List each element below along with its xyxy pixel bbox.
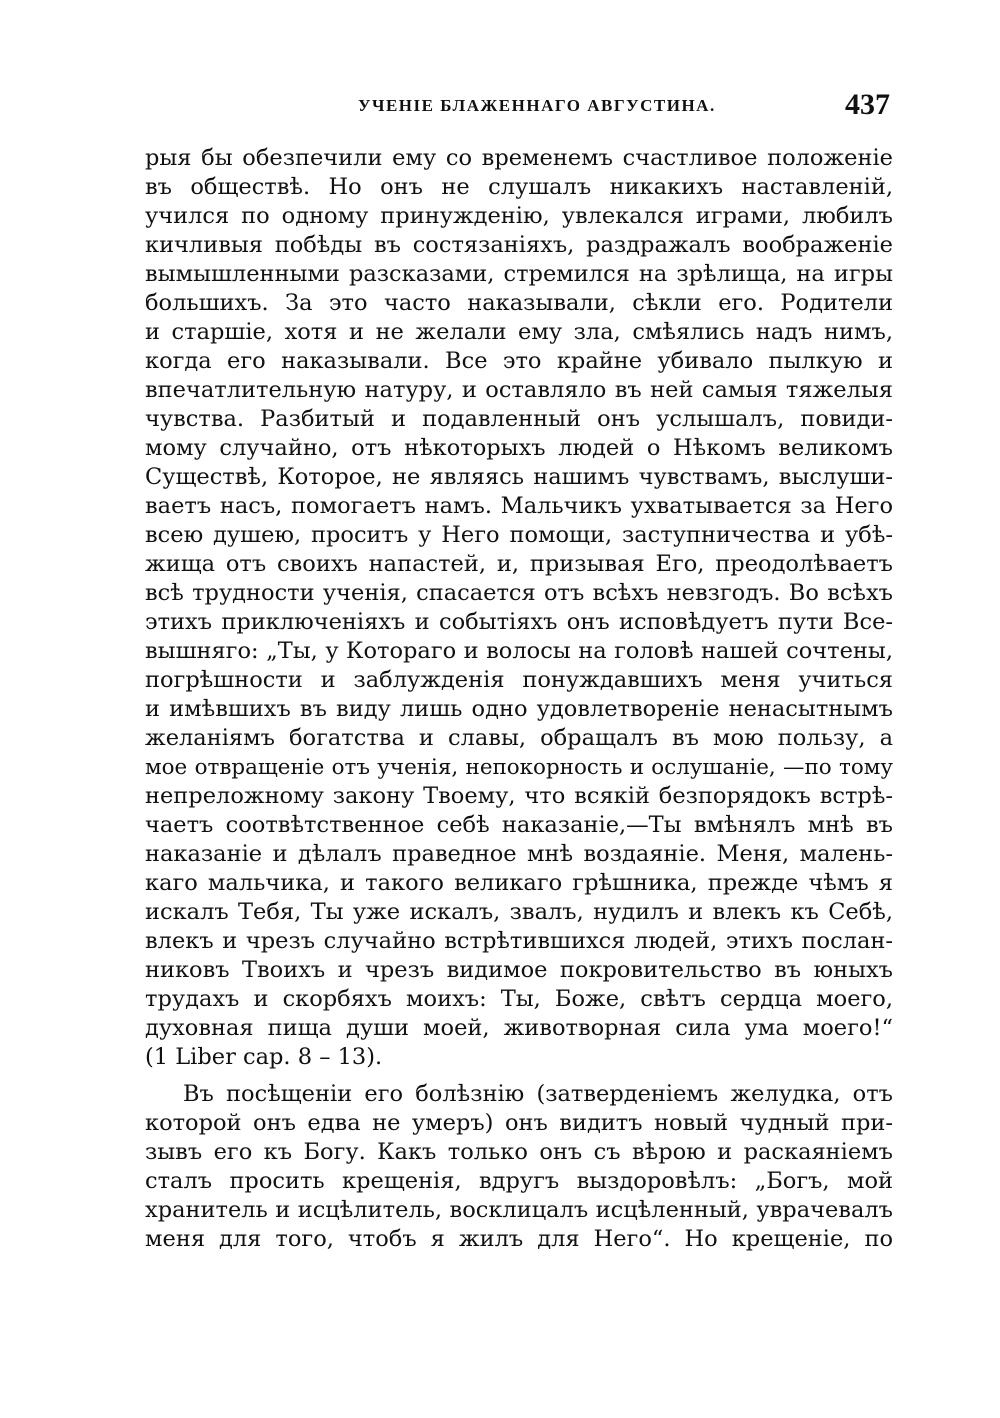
text-line: этихъ приключеніяхъ и событіяхъ онъ исповѣдуетъ пути Все-	[145, 609, 893, 635]
text-line: мое отвращеніе отъ ученія, непокорность и ослушаніе, —по тому	[145, 755, 893, 780]
text-line: трудахъ и скорбяхъ моихъ: Ты, Боже, свѣтъ сердца моего,	[145, 986, 893, 1012]
text-line: Въ посѣщеніи его болѣзнію (затверденіемъ желудка, отъ	[183, 1081, 893, 1107]
text-line: сталъ просить крещенія, вдругъ выздоровѣлъ: „Богъ, мой	[145, 1168, 893, 1194]
text-line: вымышленными разсказами, стремился на зрѣлища, на игры	[145, 261, 893, 287]
text-line: ваетъ насъ, помогаетъ намъ. Мальчикъ ухватывается за Него	[145, 493, 893, 519]
paragraph-2	[145, 1080, 893, 1254]
text-line: кичливыя побѣды въ состязаніяхъ, раздражалъ воображенiе	[145, 232, 893, 258]
text-line: непреложному закону Твоему, что всякій безпорядокъ встрѣ-	[145, 783, 893, 809]
main-text	[145, 144, 893, 1254]
page-number: 437	[845, 88, 890, 121]
text-line: жища отъ своихъ напастей, и, призывая Его, преодолѣваетъ	[145, 551, 893, 577]
text-line: въ обществѣ. Но онъ не слушалъ никакихъ наставленій,	[145, 174, 893, 200]
text-line: которой онъ едва не умеръ) онъ видитъ новый чудный при-	[145, 1110, 893, 1136]
running-head	[145, 88, 890, 126]
paragraph-1	[145, 144, 893, 1072]
text-line: погрѣшности и заблужденія понуждавшихъ меня учиться	[145, 667, 893, 693]
text-line: всѣ трудности ученія, спасается отъ всѣхъ невзгодъ. Во всѣхъ	[145, 580, 893, 606]
text-line: чувства. Разбитый и подавленный онъ услышалъ, повиди-	[145, 406, 893, 432]
text-line: духовная пища души моей, животворная сила ума моего!“	[145, 1015, 893, 1041]
running-title: УЧЕНІЕ БЛАЖЕННАГО АВГУСТИНА.	[358, 96, 716, 115]
text-line: вышняго: „Ты, у Котораго и волосы на головѣ нашей сочтены,	[145, 638, 893, 664]
text-line: и старшіе, хотя и не желали ему зла, смѣялись надъ нимъ,	[145, 319, 893, 345]
text-line: влекъ и чрезъ случайно встрѣтившихся людей, этихъ послан-	[145, 928, 893, 954]
text-line: учился по одному принужденію, увлекался играми, любилъ	[145, 203, 893, 229]
text-line: рыя бы обезпечили ему со временемъ счастливое положенiе	[145, 145, 893, 171]
text-line: желаніямъ богатства и славы, обращалъ въ мою пользу, а	[145, 725, 893, 751]
text-line: и имѣвшихъ въ виду лишь одно удовлетвореніе ненасытнымъ	[145, 696, 893, 722]
text-line: наказаніе и дѣлалъ праведное мнѣ воздаяніе. Меня, малень-	[145, 841, 893, 867]
text-line: мому случайно, отъ нѣкоторыхъ людей о Нѣкомъ великомъ	[145, 435, 893, 461]
text-line: каго мальчика, и такого великаго грѣшника, прежде чѣмъ я	[145, 870, 893, 896]
text-line: всею душею, проситъ у Него помощи, заступничества и убѣ-	[145, 522, 893, 548]
citation-line: (1 Liber cap. 8 – 13).	[145, 1044, 383, 1070]
text-line: впечатлительную натуру, и оставляло въ ней самыя тяжелыя	[145, 377, 893, 403]
text-line: когда его наказывали. Все это крайне убивало пылкую и	[145, 348, 893, 374]
text-line: зывъ его къ Богу. Какъ только онъ съ вѣрою и раскаяніемъ	[145, 1139, 893, 1165]
text-line: хранитель и исцѣлитель, восклицалъ исцѣленный, уврачевалъ	[145, 1197, 893, 1223]
text-line: меня для того, чтобъ я жилъ для Него“. Но крещеніе, по	[145, 1226, 893, 1252]
text-line: никовъ Твоихъ и чрезъ видимое покровительство въ юныхъ	[145, 957, 893, 983]
text-line: искалъ Тебя, Ты уже искалъ, звалъ, нудилъ и влекъ къ Себѣ,	[145, 899, 893, 925]
text-line: чаетъ соотвѣтственное себѣ наказаніе,—Ты вмѣнялъ мнѣ въ	[145, 812, 893, 838]
text-line: большихъ. За это часто наказывали, сѣкли его. Родители	[145, 290, 893, 316]
text-line: Существѣ, Которое, не являясь нашимъ чувствамъ, выслуши-	[145, 464, 893, 490]
